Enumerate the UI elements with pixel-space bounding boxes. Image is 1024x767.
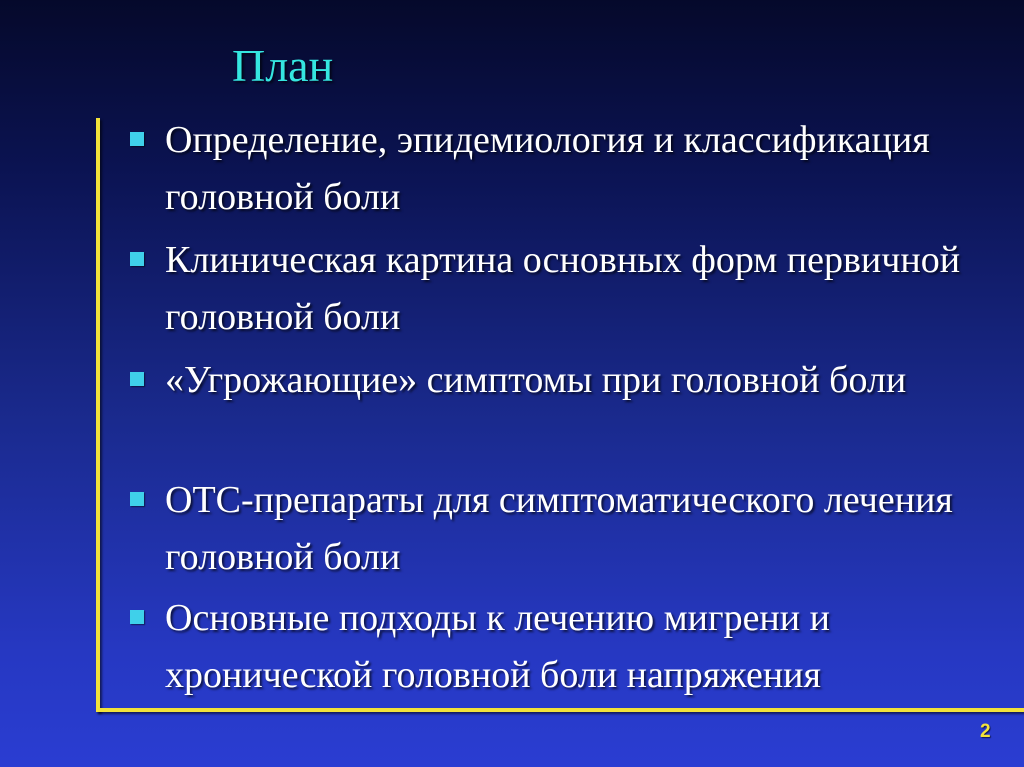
bullet-text: Основные подходы к лечению мигрени и хронической головной боли напряжения: [165, 597, 830, 696]
slide-title: План: [232, 40, 334, 91]
bullet-text: Клиническая картина основных форм первичной головной боли: [165, 239, 961, 338]
square-bullet-icon: [130, 492, 144, 506]
frame-bottom-line: [96, 708, 1024, 712]
square-bullet-icon: [130, 372, 144, 386]
bullet-text: «Угрожающие» симптомы при головной боли: [165, 359, 907, 401]
square-bullet-icon: [130, 252, 144, 266]
square-bullet-icon: [130, 132, 144, 146]
bullet-text: OTC-препараты для симптоматического лечения головной боли: [165, 479, 953, 578]
bullet-text: Определение, эпидемиология и классификация головной боли: [165, 119, 930, 218]
slide-number: 2: [980, 721, 991, 742]
frame-left-line: [96, 118, 100, 712]
square-bullet-icon: [130, 610, 144, 624]
